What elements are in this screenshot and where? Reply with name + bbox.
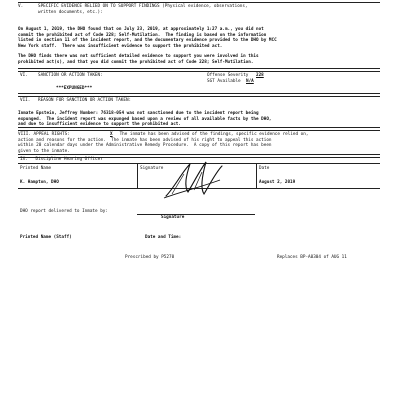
divider xyxy=(18,2,380,3)
divider xyxy=(18,68,380,72)
section-vii-para-line: expunged. The incident report was expunged based upon a review of all available facts by the DHO, xyxy=(18,116,272,122)
offense-severity-label: Offense Severity xyxy=(207,73,249,78)
appeal-rights-mark: X xyxy=(110,132,113,137)
delivery-signature-line xyxy=(137,214,255,215)
offense-severity-value: 228 xyxy=(256,73,264,78)
appeal-rights-line: action and reasons for the action. The inmate has been advised of his right to appeal this action xyxy=(18,137,272,143)
section-v-number: V. xyxy=(18,4,24,9)
date-value: August 2, 2019 xyxy=(259,180,296,185)
section-v-para1-line: New York staff. There was insufficient evidence to support the prohibited act. xyxy=(18,43,223,49)
appeal-rights-line: within 20 calendar days under the Administrative Remedy Procedure. A copy of this report has been xyxy=(18,143,272,148)
section-vii-para-line: and due to insufficient evidence to support the prohibited act. xyxy=(18,122,181,127)
section-vi-number: VI. xyxy=(20,73,28,78)
section-v-para1-line: listed in section 11 of the incident report, and the documentary evidence provided to the DHO by MCC xyxy=(18,38,277,43)
signature-label: Signature xyxy=(140,166,164,171)
dho-signature xyxy=(160,158,230,203)
section-v-title-line1: SPECIFIC EVIDENCE RELIED ON TO SUPPORT FINDINGS (Physical evidence, observations, xyxy=(38,4,248,9)
sgt-available-label: SGT Available xyxy=(207,79,241,84)
date-label: Date xyxy=(259,166,270,171)
section-v-para2-line: prohibited act(s), and that you did commit the prohibited act of Code 228; Self-Mutilation. xyxy=(18,59,254,65)
divider xyxy=(18,93,380,97)
table-divider xyxy=(137,163,138,188)
section-vii-title: REASON FOR SANCTION OR ACTION TAKEN: xyxy=(38,98,132,103)
delivery-signature-caption: Signature xyxy=(161,215,185,220)
appeal-rights-line1-rest: The inmate has been advised of the findings, specific evidence relied on, xyxy=(117,132,309,137)
divider xyxy=(18,127,380,131)
section-v-para2-line: The DHO finds there was not sufficient detailed evidence to support you were involved in this xyxy=(18,54,259,59)
delivered-label: DHO report delivered to Inmate by: xyxy=(20,209,108,214)
section-vi-title: SANCTION OR ACTION TAKEN: xyxy=(38,73,103,78)
date-and-time-label: Date and Time: xyxy=(145,235,182,240)
printed-name-value: K. Hampton, DHO xyxy=(20,180,59,185)
expunged-note: ***EXPUNGED*** xyxy=(56,86,93,91)
printed-name-staff-label: Printed Name (Staff) xyxy=(20,235,72,240)
prescribed-by: Prescribed by P5270 xyxy=(125,255,175,260)
appeal-rights-label: VIII. APPEAL RIGHTS: xyxy=(18,132,70,137)
section-vii-para-line: Inmate Epstein, Jeffrey Number: 76318-054 was not sanctioned due to the incident report being xyxy=(18,111,259,116)
section-v-para1-line: commit the prohibited act of Code 228; Self-Mutilation. The finding is based on the information xyxy=(18,32,267,38)
section-v-para1-line: On August 1, 2019, the DHO found that on July 23, 2019, at approximately 1:27 a.m., you did not xyxy=(18,27,264,32)
table-divider xyxy=(256,163,257,188)
replaces-form: Replaces BP-A0304 of AUG 11 xyxy=(277,255,347,260)
section-ix-title: IX. Discipline Hearing Officer xyxy=(20,157,103,162)
section-v-title-line2: written documents, etc.): xyxy=(38,9,103,15)
sgt-available-value: N/A xyxy=(246,79,254,84)
section-vii-number: VII. xyxy=(20,98,31,103)
printed-name-label: Printed Name xyxy=(20,166,52,171)
appeal-rights-line: given to the inmate. xyxy=(18,148,70,154)
